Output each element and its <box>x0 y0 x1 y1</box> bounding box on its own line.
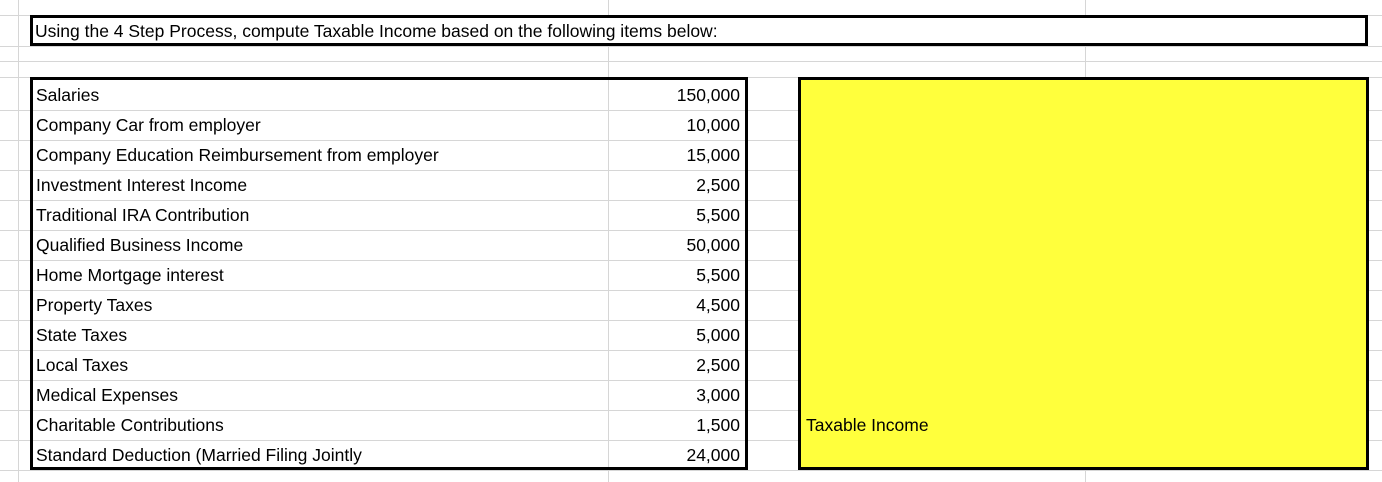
item-label: Traditional IRA Contribution <box>36 205 250 225</box>
item-row[interactable] <box>36 410 740 440</box>
item-row[interactable] <box>36 350 740 380</box>
item-label: Medical Expenses <box>36 385 179 405</box>
item-amount: 10,000 <box>686 115 740 135</box>
item-amount: 2,500 <box>696 175 740 195</box>
item-row[interactable] <box>36 170 740 200</box>
item-row[interactable] <box>36 110 740 140</box>
taxable-income-label: Taxable Income <box>806 415 929 435</box>
item-label: Charitable Contributions <box>36 415 224 435</box>
item-row[interactable] <box>36 230 740 260</box>
item-row[interactable] <box>36 80 740 110</box>
item-amount: 1,500 <box>696 415 740 435</box>
item-amount: 5,500 <box>696 265 740 285</box>
item-amount: 4,500 <box>696 295 740 315</box>
item-amount: 2,500 <box>696 355 740 375</box>
instruction-text: Using the 4 Step Process, compute Taxable Income based on the following items below: <box>35 21 718 41</box>
item-label: Salaries <box>36 85 100 105</box>
item-label: Property Taxes <box>36 295 153 315</box>
grid-row-line <box>0 46 1382 47</box>
item-label: State Taxes <box>36 325 128 345</box>
item-row[interactable] <box>36 260 740 290</box>
item-label: Qualified Business Income <box>36 235 244 255</box>
grid-row-line <box>0 470 1382 471</box>
item-row[interactable] <box>36 320 740 350</box>
grid-row-line <box>0 61 1382 62</box>
item-row[interactable] <box>36 140 740 170</box>
item-amount: 50,000 <box>686 235 740 255</box>
item-label: Home Mortgage interest <box>36 265 224 285</box>
item-amount: 5,000 <box>696 325 740 345</box>
item-label: Local Taxes <box>36 355 129 375</box>
item-label: Standard Deduction (Married Filing Jointly <box>36 445 362 465</box>
item-row[interactable] <box>36 200 740 230</box>
item-amount: 15,000 <box>686 145 740 165</box>
item-label: Investment Interest Income <box>36 175 248 195</box>
item-label: Company Car from employer <box>36 115 261 135</box>
item-amount: 5,500 <box>696 205 740 225</box>
item-row[interactable] <box>36 290 740 320</box>
item-label: Company Education Reimbursement from employer <box>36 145 439 165</box>
item-amount: 24,000 <box>686 445 740 465</box>
item-amount: 150,000 <box>676 85 740 105</box>
item-row[interactable] <box>36 380 740 410</box>
item-row[interactable] <box>36 440 740 470</box>
item-amount: 3,000 <box>696 385 740 405</box>
